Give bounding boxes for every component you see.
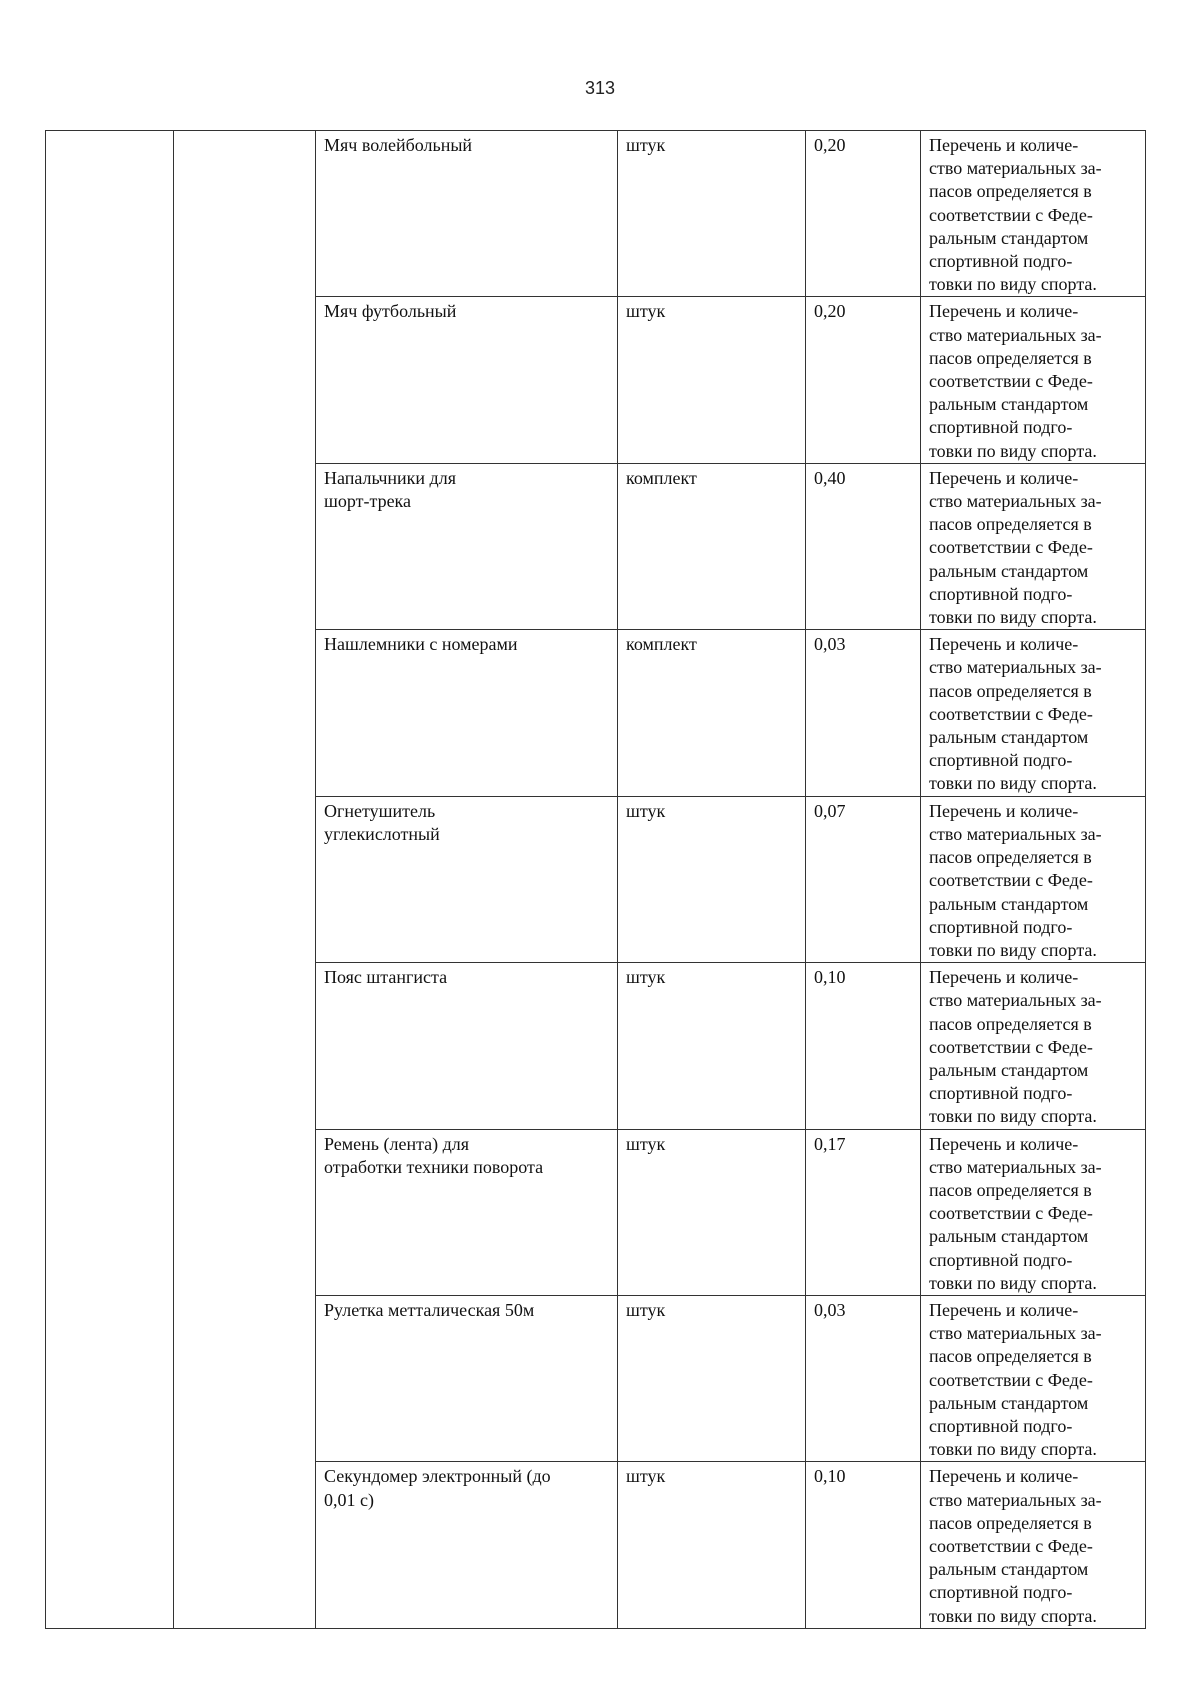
unit-cell: штук bbox=[618, 1295, 806, 1461]
note-line: Перечень и количе- bbox=[929, 1133, 1079, 1154]
note-line: товки по виду спорта. bbox=[929, 939, 1097, 960]
note-line: ральным стандартом bbox=[929, 1226, 1089, 1247]
note-line: Перечень и количе- bbox=[929, 800, 1079, 821]
note-cell bbox=[921, 1462, 1146, 1628]
note-line: ство материальных за- bbox=[929, 1489, 1102, 1510]
unit-cell: штук bbox=[618, 796, 806, 962]
item-name-line: Нашлемники с номерами bbox=[324, 634, 518, 655]
note-line: товки по виду спорта. bbox=[929, 1605, 1097, 1626]
note-line: ральным стандартом bbox=[929, 727, 1089, 748]
item-name-cell bbox=[316, 1129, 618, 1295]
note-line: спортивной подго- bbox=[929, 583, 1073, 604]
note-line: спортивной подго- bbox=[929, 417, 1073, 438]
note-cell bbox=[921, 630, 1146, 796]
note-line: товки по виду спорта. bbox=[929, 1272, 1097, 1293]
note-line: Перечень и количе- bbox=[929, 967, 1079, 988]
note-line: ральным стандартом bbox=[929, 394, 1089, 415]
note-cell bbox=[921, 131, 1146, 297]
item-name-cell bbox=[316, 963, 618, 1129]
note-line: товки по виду спорта. bbox=[929, 607, 1097, 628]
note-line: ство материальных за- bbox=[929, 1323, 1102, 1344]
note-cell bbox=[921, 463, 1146, 629]
note-line: пасов определяется в bbox=[929, 181, 1092, 202]
quantity-cell: 0,10 bbox=[806, 963, 921, 1129]
note-line: соответствии с Феде- bbox=[929, 1203, 1093, 1224]
note-line: ство материальных за- bbox=[929, 491, 1102, 512]
unit-cell: штук bbox=[618, 131, 806, 297]
item-name-line: Мяч волейбольный bbox=[324, 135, 473, 155]
note-line: ральным стандартом bbox=[929, 1059, 1089, 1080]
quantity-cell: 0,07 bbox=[806, 796, 921, 962]
note-line: Перечень и количе- bbox=[929, 1299, 1079, 1320]
quantity-cell: 0,10 bbox=[806, 1462, 921, 1628]
note-line: пасов определяется в bbox=[929, 1013, 1092, 1034]
note-cell bbox=[921, 1295, 1146, 1461]
note-line: спортивной подго- bbox=[929, 1582, 1073, 1603]
unit-cell: штук bbox=[618, 963, 806, 1129]
note-line: товки по виду спорта. bbox=[929, 440, 1097, 461]
unit-cell: штук bbox=[618, 297, 806, 463]
quantity-cell: 0,40 bbox=[806, 463, 921, 629]
item-name-line: Огнетушитель bbox=[324, 800, 436, 821]
materials-table bbox=[45, 130, 1146, 1629]
quantity-cell: 0,20 bbox=[806, 131, 921, 297]
note-line: соответствии с Феде- bbox=[929, 537, 1093, 558]
note-line: Перечень и количе- bbox=[929, 634, 1079, 655]
note-line: спортивной подго- bbox=[929, 1083, 1073, 1104]
note-line: спортивной подго- bbox=[929, 251, 1073, 272]
note-line: ральным стандартом bbox=[929, 1392, 1089, 1413]
note-line: ство материальных за- bbox=[929, 657, 1102, 678]
note-line: ральным стандартом bbox=[929, 1559, 1089, 1580]
note-line: Перечень и количе- bbox=[929, 135, 1079, 155]
quantity-cell: 0,03 bbox=[806, 1295, 921, 1461]
item-name-cell bbox=[316, 1295, 618, 1461]
note-line: пасов определяется в bbox=[929, 514, 1092, 535]
note-line: товки по виду спорта. bbox=[929, 1439, 1097, 1460]
note-line: ральным стандартом bbox=[929, 227, 1089, 248]
note-line: ство материальных за- bbox=[929, 823, 1102, 844]
table-body bbox=[46, 131, 1146, 1629]
note-line: спортивной подго- bbox=[929, 1415, 1073, 1436]
quantity-cell: 0,17 bbox=[806, 1129, 921, 1295]
note-line: соответствии с Феде- bbox=[929, 870, 1093, 891]
item-name-line: отработки техники поворота bbox=[324, 1156, 544, 1177]
unit-cell: штук bbox=[618, 1462, 806, 1628]
item-name-line: Рулетка метталическая 50м bbox=[324, 1299, 535, 1320]
note-line: ство материальных за- bbox=[929, 158, 1102, 179]
note-line: ральным стандартом bbox=[929, 560, 1089, 581]
note-line: пасов определяется в bbox=[929, 680, 1092, 701]
item-name-cell bbox=[316, 630, 618, 796]
note-line: Перечень и количе- bbox=[929, 467, 1079, 488]
blank-column-2 bbox=[174, 131, 316, 1629]
note-line: товки по виду спорта. bbox=[929, 1106, 1097, 1127]
item-name-cell bbox=[316, 463, 618, 629]
note-line: соответствии с Феде- bbox=[929, 371, 1093, 392]
note-cell bbox=[921, 1129, 1146, 1295]
note-line: соответствии с Феде- bbox=[929, 1535, 1093, 1556]
note-line: спортивной подго- bbox=[929, 750, 1073, 771]
note-line: спортивной подго- bbox=[929, 1249, 1073, 1270]
quantity-cell: 0,20 bbox=[806, 297, 921, 463]
unit-cell: штук bbox=[618, 1129, 806, 1295]
unit-cell: комплект bbox=[618, 630, 806, 796]
note-line: ство материальных за- bbox=[929, 1156, 1102, 1177]
note-line: соответствии с Феде- bbox=[929, 1369, 1093, 1390]
item-name-line: Секундомер электронный (до bbox=[324, 1466, 551, 1487]
note-line: пасов определяется в bbox=[929, 1512, 1092, 1533]
note-line: ральным стандартом bbox=[929, 893, 1089, 914]
item-name-line: Ремень (лента) для bbox=[324, 1133, 470, 1154]
blank-column-1 bbox=[46, 131, 174, 1629]
note-line: пасов определяется в bbox=[929, 847, 1092, 868]
note-line: товки по виду спорта. bbox=[929, 274, 1097, 295]
item-name-cell bbox=[316, 796, 618, 962]
note-line: ство материальных за- bbox=[929, 990, 1102, 1011]
item-name-cell bbox=[316, 131, 618, 297]
note-cell bbox=[921, 796, 1146, 962]
item-name-cell bbox=[316, 297, 618, 463]
note-line: пасов определяется в bbox=[929, 1346, 1092, 1367]
note-line: Перечень и количе- bbox=[929, 301, 1079, 322]
quantity-cell: 0,03 bbox=[806, 630, 921, 796]
table-row bbox=[46, 131, 1146, 297]
item-name-line: шорт-трека bbox=[324, 491, 412, 512]
note-line: соответствии с Феде- bbox=[929, 1036, 1093, 1057]
note-line: товки по виду спорта. bbox=[929, 773, 1097, 794]
item-name-line: 0,01 с) bbox=[324, 1489, 374, 1510]
note-cell bbox=[921, 297, 1146, 463]
note-line: пасов определяется в bbox=[929, 1179, 1092, 1200]
item-name-line: углекислотный bbox=[324, 823, 440, 844]
note-line: спортивной подго- bbox=[929, 916, 1073, 937]
note-line: соответствии с Феде- bbox=[929, 703, 1093, 724]
page-number: 313 bbox=[584, 78, 616, 98]
note-cell bbox=[921, 963, 1146, 1129]
item-name-cell bbox=[316, 1462, 618, 1628]
note-line: Перечень и количе- bbox=[929, 1466, 1079, 1487]
item-name-line: Мяч футбольный bbox=[324, 301, 457, 322]
item-name-line: Пояс штангиста bbox=[324, 967, 448, 988]
note-line: ство материальных за- bbox=[929, 324, 1102, 345]
note-line: соответствии с Феде- bbox=[929, 204, 1093, 225]
note-line: пасов определяется в bbox=[929, 347, 1092, 368]
unit-cell: комплект bbox=[618, 463, 806, 629]
item-name-line: Напальчники для bbox=[324, 467, 456, 488]
